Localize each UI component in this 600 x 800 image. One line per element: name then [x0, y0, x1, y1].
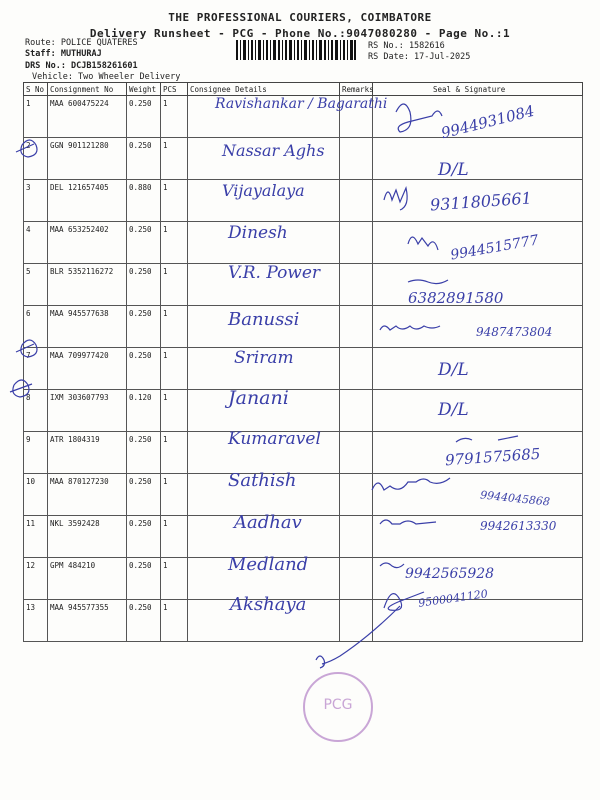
signature-entry: 9942565928 — [405, 566, 495, 582]
row-pcs: 1 — [161, 558, 188, 600]
row-weight: 0.250 — [127, 138, 161, 180]
consignee-name: Kumaravel — [228, 429, 321, 449]
row-weight: 0.250 — [127, 600, 161, 642]
row-pcs: 1 — [161, 474, 188, 516]
consignee-name: Nassar Aghs — [222, 141, 325, 160]
signature-entry: 9944515777 — [449, 232, 540, 264]
row-sno: 9 — [24, 432, 48, 474]
rs-number: RS No.: 1582616 — [368, 41, 445, 51]
row-remarks — [340, 138, 373, 180]
row-signature-cell — [373, 600, 583, 642]
consignee-name: Janani — [228, 387, 289, 409]
pcg-stamp — [303, 672, 373, 742]
row-weight: 0.250 — [127, 474, 161, 516]
consignee-name: Banussi — [228, 309, 300, 330]
row-weight: 0.250 — [127, 306, 161, 348]
signature-entry: 9942613330 — [480, 519, 557, 533]
col-sno: S No — [24, 83, 48, 96]
row-signature-cell — [373, 138, 583, 180]
signature-entry: 9791575685 — [444, 444, 541, 470]
consignee-name: Ravishankar / Bagarathi — [215, 96, 388, 112]
row-sno: 4 — [24, 222, 48, 264]
row-consignment: MAA 945577355 — [48, 600, 127, 642]
row-sno: 7 — [24, 348, 48, 390]
row-sno: 6 — [24, 306, 48, 348]
drs-number: DRS No.: DCJB158261601 — [25, 61, 138, 71]
row-weight: 0.250 — [127, 264, 161, 306]
signature-entry: 6382891580 — [408, 289, 504, 307]
row-pcs: 1 — [161, 222, 188, 264]
row-signature-cell — [373, 474, 583, 516]
row-consignment: IXM 303607793 — [48, 390, 127, 432]
consignee-name: Vijayalaya — [222, 181, 305, 200]
row-consignment: MAA 945577638 — [48, 306, 127, 348]
signature-entry: D/L — [438, 160, 469, 180]
row-consignment: BLR 5352116272 — [48, 264, 127, 306]
table-row — [24, 348, 583, 390]
barcode — [236, 40, 356, 60]
consignee-name: Akshaya — [230, 594, 307, 615]
row-remarks — [340, 348, 373, 390]
row-pcs: 1 — [161, 264, 188, 306]
route-label: Route: POLICE QUATERES — [25, 38, 138, 48]
row-weight: 0.250 — [127, 96, 161, 138]
row-weight: 0.250 — [127, 348, 161, 390]
company-title: THE PROFESSIONAL COURIERS, COIMBATORE — [168, 11, 432, 24]
row-pcs: 1 — [161, 138, 188, 180]
row-remarks — [340, 600, 373, 642]
col-weight: Weight — [127, 83, 161, 96]
row-remarks — [340, 306, 373, 348]
row-consignment: MAA 870127230 — [48, 474, 127, 516]
row-remarks — [340, 558, 373, 600]
table-row — [24, 390, 583, 432]
row-pcs: 1 — [161, 180, 188, 222]
row-consignment: NKL 3592428 — [48, 516, 127, 558]
row-sno: 13 — [24, 600, 48, 642]
signature-entry: D/L — [438, 400, 469, 420]
col-consignment: Consignment No — [48, 83, 127, 96]
row-sno: 2 — [24, 138, 48, 180]
consignee-name: Medland — [228, 554, 309, 575]
vehicle-label: Vehicle: Two Wheeler Delivery — [32, 72, 181, 82]
row-weight: 0.250 — [127, 432, 161, 474]
row-weight: 0.250 — [127, 516, 161, 558]
row-consignment: ATR 1804319 — [48, 432, 127, 474]
row-pcs: 1 — [161, 348, 188, 390]
row-weight: 0.250 — [127, 222, 161, 264]
table-header-row — [24, 83, 583, 96]
row-remarks — [340, 516, 373, 558]
consignee-name: Sriram — [234, 348, 294, 368]
consignee-name: V.R. Power — [228, 263, 321, 283]
consignee-name: Aadhav — [234, 512, 302, 533]
row-remarks — [340, 222, 373, 264]
row-weight: 0.120 — [127, 390, 161, 432]
row-weight: 0.880 — [127, 180, 161, 222]
row-sno: 11 — [24, 516, 48, 558]
staff-label: Staff: MUTHURAJ — [25, 49, 102, 59]
stamp-text: PCG — [323, 697, 353, 713]
row-sno: 8 — [24, 390, 48, 432]
row-sno: 10 — [24, 474, 48, 516]
consignee-name: Sathish — [228, 470, 297, 491]
row-pcs: 1 — [161, 306, 188, 348]
col-consignee: Consignee Details — [188, 83, 340, 96]
row-pcs: 1 — [161, 96, 188, 138]
row-consignment: GGN 901121280 — [48, 138, 127, 180]
col-pcs: PCS — [161, 83, 188, 96]
row-sno: 3 — [24, 180, 48, 222]
row-pcs: 1 — [161, 600, 188, 642]
signature-entry: D/L — [438, 360, 469, 380]
row-signature-cell — [373, 390, 583, 432]
row-sno: 5 — [24, 264, 48, 306]
row-remarks — [340, 180, 373, 222]
runsheet-subtitle: Delivery Runsheet - PCG - Phone No.:9047080280 - Page No.:1 — [89, 27, 511, 40]
row-consignment: MAA 600475224 — [48, 96, 127, 138]
signature-entry: 9500041120 — [417, 587, 489, 610]
signature-entry: 9311805661 — [429, 188, 533, 215]
row-remarks — [340, 264, 373, 306]
consignee-name: Dinesh — [228, 223, 288, 243]
row-consignment: DEL 121657405 — [48, 180, 127, 222]
col-remarks: Remarks — [340, 83, 373, 96]
row-pcs: 1 — [161, 432, 188, 474]
row-consignment: MAA 709977420 — [48, 348, 127, 390]
row-sno: 12 — [24, 558, 48, 600]
rs-date: RS Date: 17-Jul-2025 — [368, 52, 471, 62]
row-consignment: MAA 653252402 — [48, 222, 127, 264]
row-remarks — [340, 432, 373, 474]
row-remarks — [340, 474, 373, 516]
row-remarks — [340, 390, 373, 432]
row-signature-cell — [373, 348, 583, 390]
row-consignment: GPM 484210 — [48, 558, 127, 600]
col-signature: Seal & Signature — [373, 83, 583, 96]
row-sno: 1 — [24, 96, 48, 138]
signature-entry: 9944931084 — [439, 101, 537, 143]
row-pcs: 1 — [161, 390, 188, 432]
row-weight: 0.250 — [127, 558, 161, 600]
signature-entry: 9487473804 — [476, 325, 553, 339]
signature-entry: 9944045868 — [479, 488, 551, 509]
row-pcs: 1 — [161, 516, 188, 558]
